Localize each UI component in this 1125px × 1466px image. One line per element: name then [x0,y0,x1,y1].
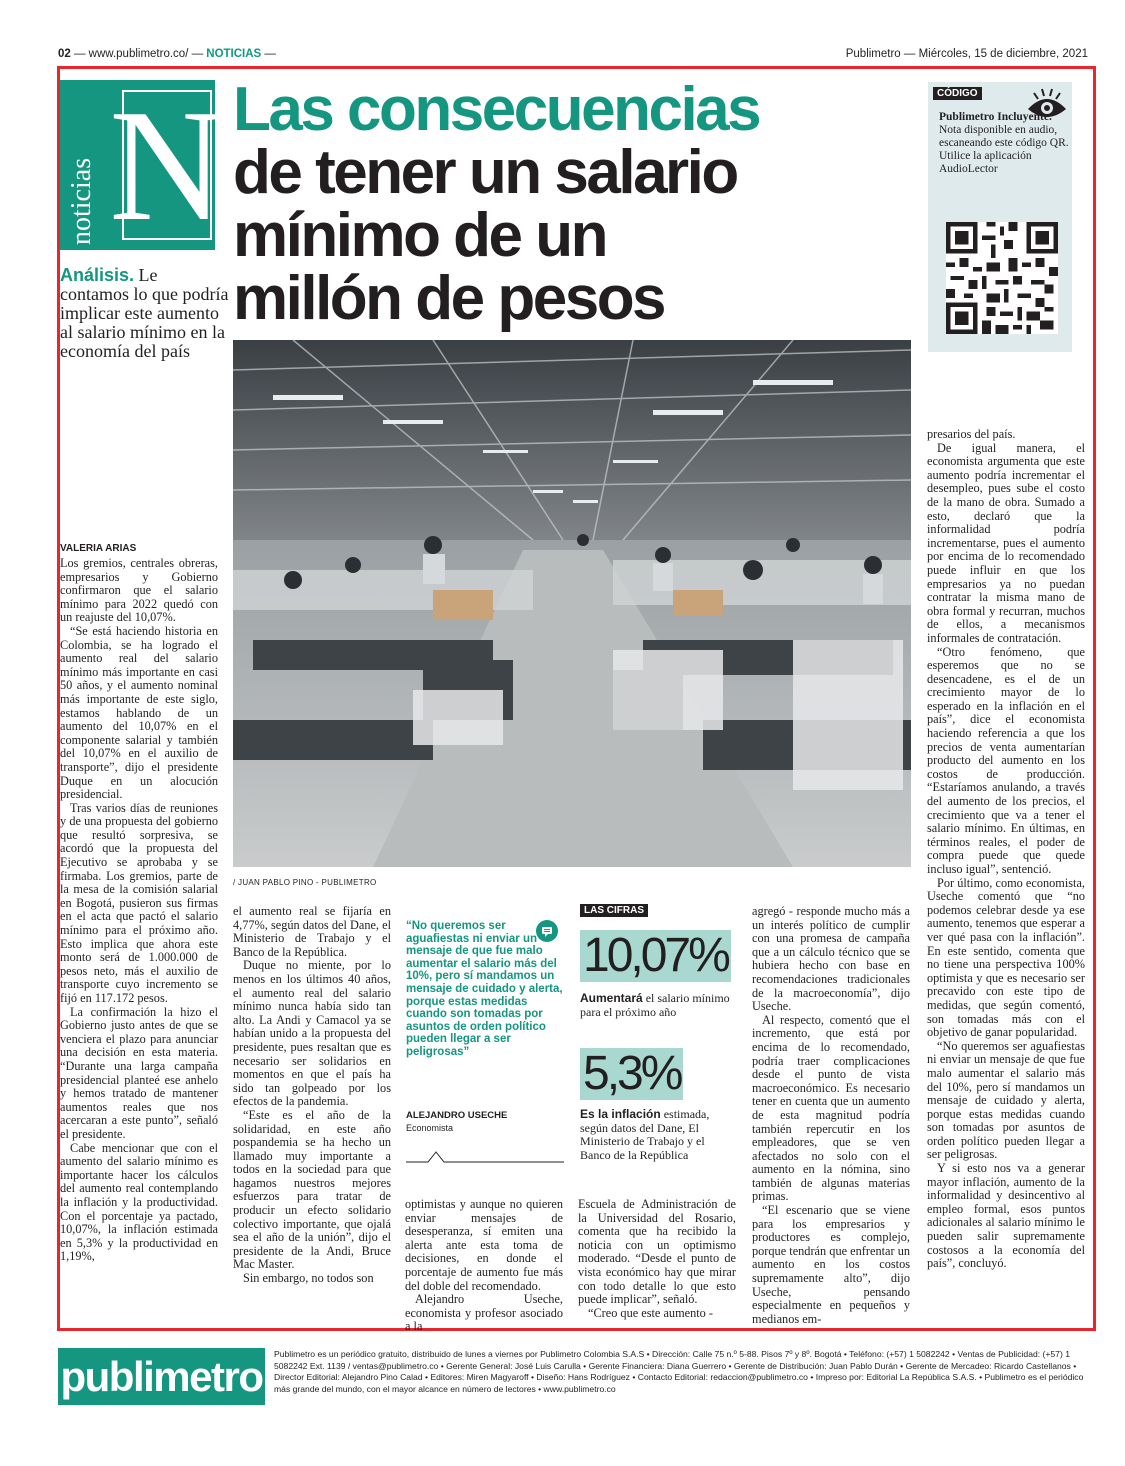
paragraph: Al respecto, comentó que el incremento, que está por encima de lo recomendado, podría traer complicaciones desde el punto de vista macroeconómico. Es necesario tener en cuenta que un aumento de esta magnitud podría también repercutir en los empleadores, que se ven afectados no solo con el aumento en la nómina, sino también de algunas materias primas. [752,1012,910,1204]
byline: VALERIA ARIAS [60,543,137,554]
headline-line-4: millón de pesos [233,264,665,333]
section-letter: N [109,76,225,254]
paragraph: “Este es el año de la solidaridad, en este año pospandemia se ha hecho un llamado muy importante a todos en la sociedad para que hagamos nuestros mejores esfuerzos para tratar de producir un efecto solidario colectivo importante, que ojalá sea el año de la unión”, dijo el presidente de la Andi, Bruce Mac Master. [233,1107,391,1272]
paragraph: Sin embargo, no todos son [243,1271,374,1286]
figure-caption-bold: Es la inflación [580,1107,661,1121]
column-1 [60,557,218,1264]
paragraph: Tras varios días de reuniones y de una propuesta del gobierno que resultó sorpresiva, se acordó que la propuesta del Ejecutivo se aprobaba y se firmaba. Los gremios, parte de la mesa de la comisión salarial en Bogotá, pusieron sus firmas en el acta que pactó el salario mínimo para el próximo año. Esto implica que ahora este monto será de 1.000.000 de pesos neto, más el auxilio de transporte cuyo incremento se fijó en 117.172 pesos. [60,800,218,1005]
column-6 [927,428,1085,1271]
quote-author-role: Economista [406,1123,454,1133]
qr-code[interactable] [946,222,1058,334]
issue-date: Publimetro — Miércoles, 15 de diciembre, 2021 [845,48,1088,60]
qr-text-body: Nota disponible en audio, escaneando este código QR. Utilice la aplicación AudioLector [939,124,1069,175]
section-vertical-label: noticias [66,157,97,245]
paragraph: “El escenario que se viene para los empresarios y productores es complejo, porque tendrán que enfrentar un aumento en los costos supremamente alto”, dijo Useche, pensando especialmente en pequeños y medianos em- [752,1203,910,1326]
figure-caption-bold: Aumentará [580,991,643,1005]
paragraph: “No queremos ser aguafiestas ni enviar un mensaje de que fue malo aumentar el salario más del 10%, pero sí mandamos un mensaje de cuidado y alerta, porque estas medidas cuando son tomadas por asuntos de orden político pueden llegar a ser peligrosas. [927,1038,1085,1162]
figure-salary-increase: 10,07% [580,930,731,982]
figure-caption-text: el salario mínimo para el próximo año [580,991,730,1019]
column-2 [233,905,391,1286]
headline [233,75,923,333]
figures-tag: LAS CIFRAS [580,904,648,917]
paragraph: optimistas y aunque no quieren enviar mensajes de desesperanza, sí emiten una alerta ante esta toma de decisiones, en donde el porcentaje de aumento fue más del doble del recomendado. [405,1197,563,1293]
paragraph: Alejandro Useche, economista y profesor asociado a la [405,1292,563,1334]
paragraph: Escuela de Administración de la Universidad del Rosario, comenta que ha recibido la noticia con un optimismo moderado. “Desde el punto de vista económico hay que mirar con todo detalle lo que esto puede implicar”, señaló. [578,1197,736,1307]
page-header [58,48,1088,64]
pull-quote: “No queremos ser aguafiestas ni enviar un mensaje de que fue malo aumentar el salario más del 10%, pero sí mandamos un mensaje de cuidado y alerta, porque estas medidas cuando son tomadas por asuntos de orden político pueden llegar a ser peligrosas” [406,920,563,1058]
headline-line-3: mínimo de un [233,201,606,270]
photo-credit: / JUAN PABLO PINO - PUBLIMETRO [233,878,377,887]
footer-imprint: Publimetro es un periódico gratuito, distribuido de lunes a viernes por Publimetro Colombia S.A.S • Dirección: Calle 75 n.º 5-88. Pisos 7º y 8º. Bogotá • Teléfono: (+57) 1 5082242 • Ventas de Publicidad: (+57) 1 5082242 Ext. 1139 / ventas@publimetro.co • Gerente General: José Luis Carulla • Gerente Financiera: Diana Guerrero • Gerente de Distribución: Juan Pablo Durán • Gerente de Mercadeo: Ricardo Castellanos • Director Editorial: Alejandro Pino Calad • Editores: Miren Magyaroff • Diseño: Hans Rodríguez • Contacto Editorial: redaccion@publimetro.co • Impreso por: Editorial La República S.A.S. • Publimetro es el periódico más grande del mundo, con el mayor alcance en número de lectores • www.publimetro.co [274,1349,1084,1394]
paragraph: Por último, como economista, Useche comentó que “no podemos celebrar desde ya ese aumento, tenemos que esperar a ver qué pasa con la inflación”. En este sentido, comenta que no tiene una perspectiva 100% optimista y que es necesario ser precavido con este tipo de medidas, que según comentó, son tomadas más con el objetivo de ganar popularidad. [927,875,1085,1040]
paragraph: Duque no miente, por lo menos en los últimos 40 años, el aumento real del salario mínimo nunca había sido tan alto. La Andi y Camacol ya se habían unido a la propuesta del presidente, pues resaltan que es necesario ser solidarios en momentos en que el país ha sido tan golpeado por los efectos de la pandemia. [233,958,391,1109]
paragraph: “Se está haciendo historia en Colombia, se ha logrado el aumento real del salario mínimo más importante en casi 50 años, y el aumento nominal más importante de este siglo, estamos hablando de un aumento del 10,07% en el componente salarial y también del 10,07% en el auxilio de transporte”, dijo el presidente Duque en un alocución presidencial. [60,623,218,802]
column-3-bottom [405,1198,563,1334]
figure-caption-text: estimada, según datos del Dane, El Ministerio de Trabajo y el Banco de la República [580,1107,710,1162]
paragraph: Cabe mencionar que con el aumento del salario mínimo es importante hacer los cálculos del aumento real contemplando la inflación y la productividad. Con el porcentaje ya pactado, 10,07%, la inflación estimada en 5,3% y la productividad en 1,19%, [60,1140,218,1264]
paragraph: La confirmación la hizo el Gobierno justo antes de que se venciera el plazo para anunciar una decisión en esta materia. “Durante una larga campaña presidencial planteé ese anhelo y hemos tratado de mantener aumentos reales que nos acercaran a este punto”, señaló el presidente. [60,1004,218,1141]
qr-text [939,111,1069,176]
figure-salary-caption [580,992,730,1019]
dek-text: Le contamos lo que podría implicar este aumento al salario mínimo en la economía del país [60,265,229,361]
qr-tag: CÓDIGO [933,87,982,100]
header-dash: — [261,48,276,60]
dek [60,266,230,361]
paragraph: el aumento real se fijaría en 4,77%, según datos del Dane, el Ministerio de Trabajo y el Banco de la República. [233,904,391,959]
paragraph: agregó - responde mucho más a un interés político de cumplir con una promesa de campaña que a un cálculo técnico que se hubiera hecho con base en recomendaciones tradicionales de la macroeconomía”, dijo Useche. [752,904,910,1014]
page-number: 02 [58,48,71,60]
section-label: NOTICIAS [206,48,262,60]
paragraph: “Otro fenómeno, que esperemos que no se desencadene, es el de un crecimiento mayor de lo esperado en la inflación en el país”, dice el economista haciendo referencia a que los precios de venta aumentarían producto del aumento en los costos de producción. “Estaríamos anulando, a través del aumento de los precios, el crecimiento que va a tener el salario mínimo. En últimas, en términos reales, el poder de compra puede que quede incluso igual”, sentenció. [927,644,1085,876]
publimetro-logo[interactable]: publimetro [58,1348,265,1405]
quote-divider [406,1148,564,1164]
figure-inflation-caption [580,1108,730,1162]
qr-text-bold: Publimetro Incluyente. [939,111,1052,123]
site-url: — www.publimetro.co/ — [70,48,207,60]
column-5 [752,905,910,1326]
figure-inflation: 5,3% [580,1048,683,1100]
headline-line-2: de tener un salario [233,138,737,207]
paragraph: presarios del país. [927,427,1016,441]
paragraph: Y si esto nos va a generar mayor inflación, aumento de la informalidad y desincentivo al empleo formal, esos puntos adicionales al salario mínimo le pueden salir supremamente costosos a la economía del país”, concluyó. [927,1161,1085,1271]
headline-line-1: Las consecuencias [233,75,760,144]
quote-author: ALEJANDRO USECHE [406,1110,508,1121]
dek-label: Análisis. [60,265,135,285]
paragraph: Los gremios, centrales obreras, empresarios y Gobierno confirmaron que el salario mínimo para 2022 quedó con un reajuste del 10,07%. [60,556,218,625]
column-4-bottom [578,1198,736,1320]
paragraph: “Creo que este aumento - [588,1305,713,1320]
qr-box [928,82,1072,352]
section-badge [60,76,225,254]
factory-photo [233,340,911,867]
factory-photo-illustration [233,340,911,867]
paragraph: De igual manera, el economista argumenta que este aumento podría incrementar el desempleo, pues sube el costo de la mano de obra. Sumado a esto, declaró que la informalidad podría incrementarse, pues el aumento por encima de lo recomendado puede influir en que los empresarios ya no puedan contratar la misma mano de obra formal y recurran, muchos de ellos, a mecanismos informales de contratación. [927,440,1085,645]
